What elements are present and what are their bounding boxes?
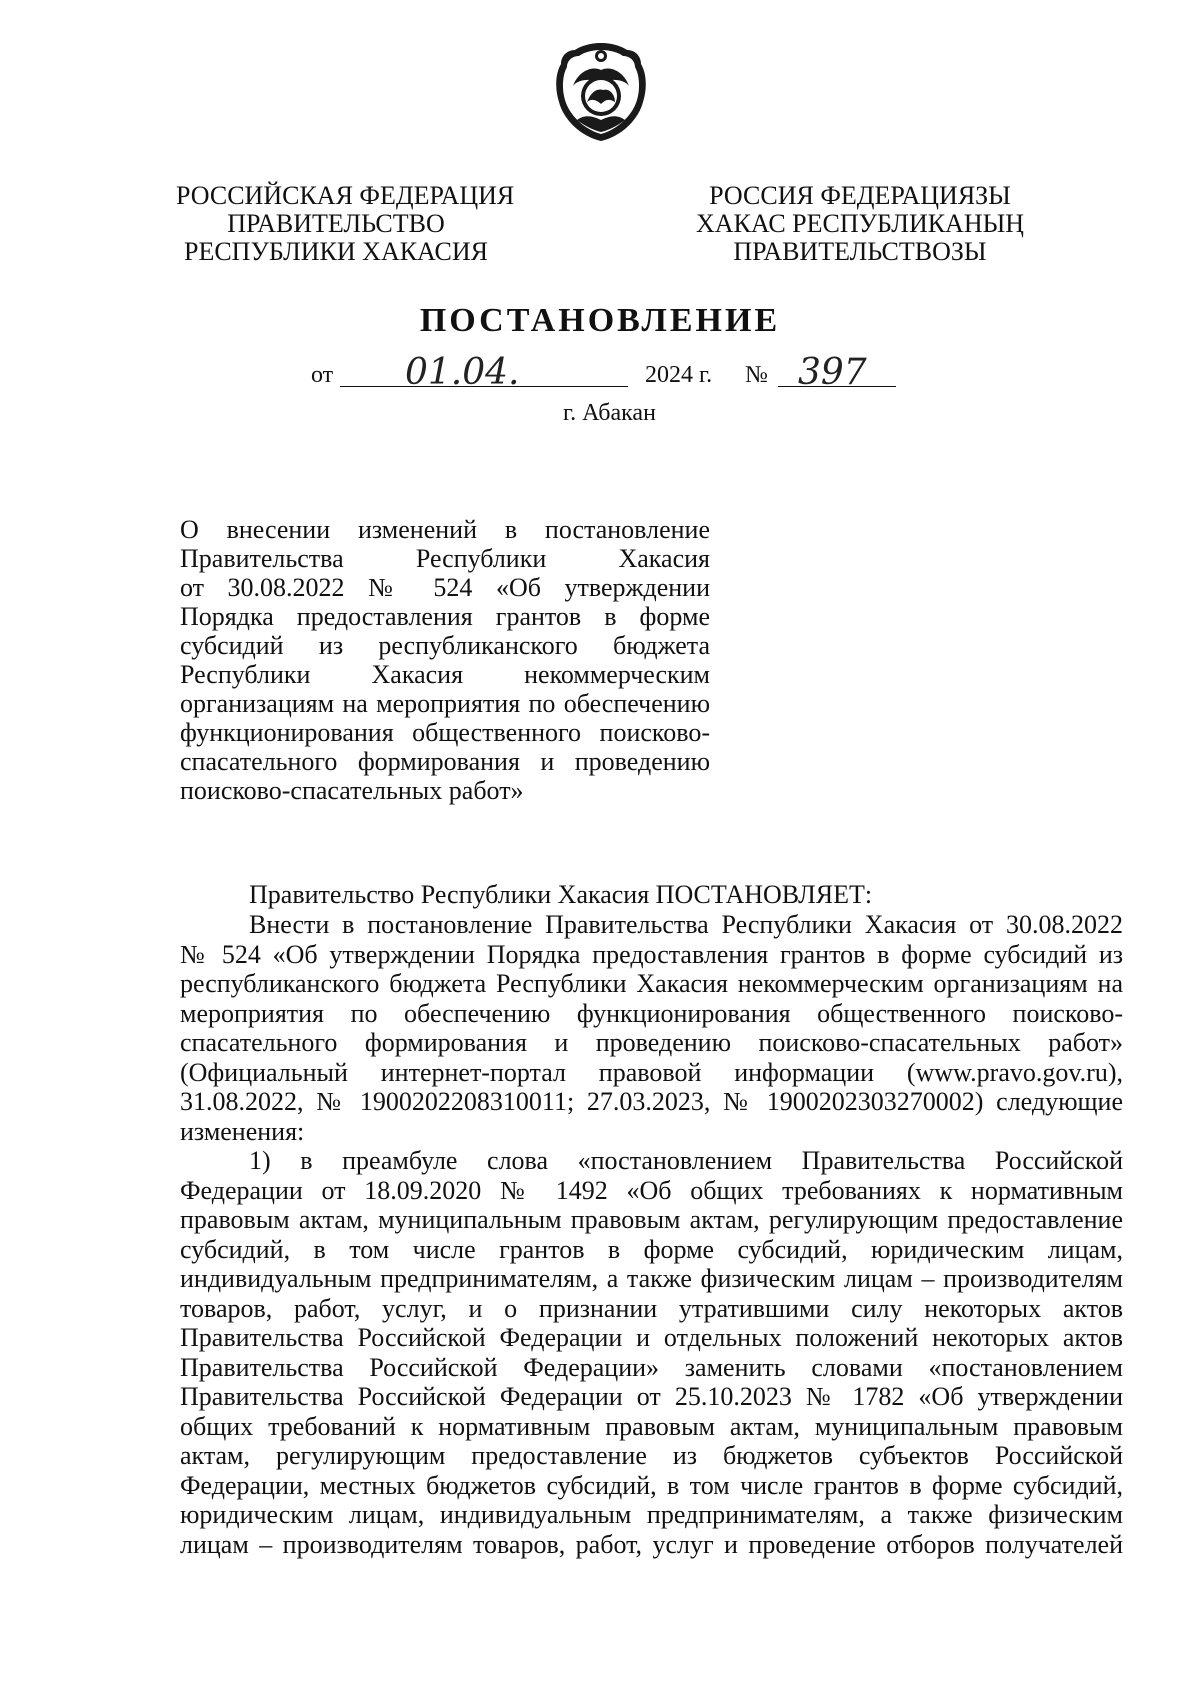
body-line: Правительства Российской Федерации от 25.10.2023 № 1782 «Об утверждении xyxy=(180,1382,1123,1411)
subject-line: организациям на мероприятия по обеспечению xyxy=(180,689,710,718)
header-right-line: РОССИЯ ФЕДЕРАЦИЯЗЫ xyxy=(709,181,1011,210)
subject-line: от 30.08.2022 № 524 «Об утверждении xyxy=(180,573,710,602)
body-line: правовым актам, муниципальным правовым актам, регулирующим предоставление xyxy=(180,1205,1123,1234)
header-left-line: РЕСПУБЛИКИ ХАКАСИЯ xyxy=(183,237,488,266)
resolves-line: Правительство Республики Хакасия ПОСТАНОВЛЯЕТ: xyxy=(249,880,873,909)
body-line: Федерации, местных бюджетов субсидий, в том числе грантов в форме субсидий, xyxy=(180,1470,1123,1500)
body-line: товаров, работ, услуг, и о признании утратившими силу некоторых актов xyxy=(180,1293,1123,1323)
body-line: изменения: xyxy=(180,1116,305,1146)
header-left-line: ПРАВИТЕЛЬСТВО xyxy=(227,209,445,238)
year-label: 2024 г. xyxy=(645,362,713,388)
body-line: (Официальный интернет-портал правовой информации (www.pravo.gov.ru), xyxy=(180,1057,1123,1087)
number-label: № xyxy=(745,362,768,388)
city: г. Абакан xyxy=(563,400,656,426)
body-line: актам, регулирующим предоставление из бюджетов субъектов Российской xyxy=(180,1441,1123,1470)
body-line: Правительства Российской Федерации и отдельных положений некоторых актов xyxy=(180,1323,1123,1352)
subject-line: функционирования общественного поисково- xyxy=(180,718,710,747)
subject-line: спасательного формирования и проведению xyxy=(180,747,710,776)
subject-line: О внесении изменений в постановление xyxy=(180,515,710,544)
body-line: спасательного формирования и проведению поисково-спасательных работ» xyxy=(180,1028,1123,1057)
coat-of-arms-emblem xyxy=(553,40,649,144)
body-line: общих требований к нормативным правовым актам, муниципальным правовым xyxy=(180,1411,1123,1441)
body-line: юридическим лицам, индивидуальным предпринимателям, а также физическим xyxy=(180,1500,1123,1529)
subject-line: субсидий из республиканского бюджета xyxy=(180,631,710,660)
header-left xyxy=(176,181,515,266)
body-text xyxy=(180,910,1123,1559)
body-line: Внести в постановление Правительства Республики Хакасия от 30.08.2022 xyxy=(249,910,1123,939)
header-right xyxy=(680,182,1040,266)
body-line: 1) в преамбуле слова «постановлением Правительства Российской xyxy=(249,1146,1123,1175)
body-line: лицам – производителям товаров, работ, услуг и проведение отборов получателей xyxy=(180,1529,1123,1559)
subject-line: Республики Хакасия некоммерческим xyxy=(180,660,710,689)
subject-line: поисково-спасательных работ» xyxy=(180,776,524,805)
header-right-line: ХАКАС РЕСПУБЛИКАНЫҢ xyxy=(695,209,1025,238)
subject-block xyxy=(180,515,710,805)
header-left-line: РОССИЙСКАЯ ФЕДЕРАЦИЯ xyxy=(176,181,515,210)
body-line: Правительства Российской Федерации» заменить словами «постановлением xyxy=(180,1352,1123,1382)
body-line: 31.08.2022, № 1900202208310011; 27.03.2023, № 1900202303270002) следующие xyxy=(180,1087,1123,1116)
resolves-line-block xyxy=(180,880,1123,910)
handwritten-number: 397 xyxy=(798,352,867,393)
body-line: мероприятия по обеспечению функционирования общественного поисково- xyxy=(180,998,1123,1028)
body-line: республиканского бюджета Республики Хакасия некоммерческим организациям на xyxy=(180,969,1123,998)
body-line: Федерации от 18.09.2020 № 1492 «Об общих требованиях к нормативным xyxy=(180,1175,1123,1205)
header-right-line: ПРАВИТЕЛЬСТВОЗЫ xyxy=(733,237,987,266)
handwritten-date: 01.04. xyxy=(405,352,520,393)
date-prefix: от xyxy=(311,362,334,388)
subject-line: Порядка предоставления грантов в форме xyxy=(180,602,710,631)
document-title: ПОСТАНОВЛЕНИЕ xyxy=(419,302,781,339)
body-line: субсидий, в том числе грантов в форме субсидий, юридическим лицам, xyxy=(180,1234,1123,1264)
body-line: индивидуальным предпринимателям, а также физическим лицам – производителям xyxy=(180,1264,1123,1293)
subject-line: Правительства Республики Хакасия xyxy=(180,544,710,573)
body-line: № 524 «Об утверждении Порядка предоставления грантов в форме субсидий из xyxy=(180,939,1123,969)
